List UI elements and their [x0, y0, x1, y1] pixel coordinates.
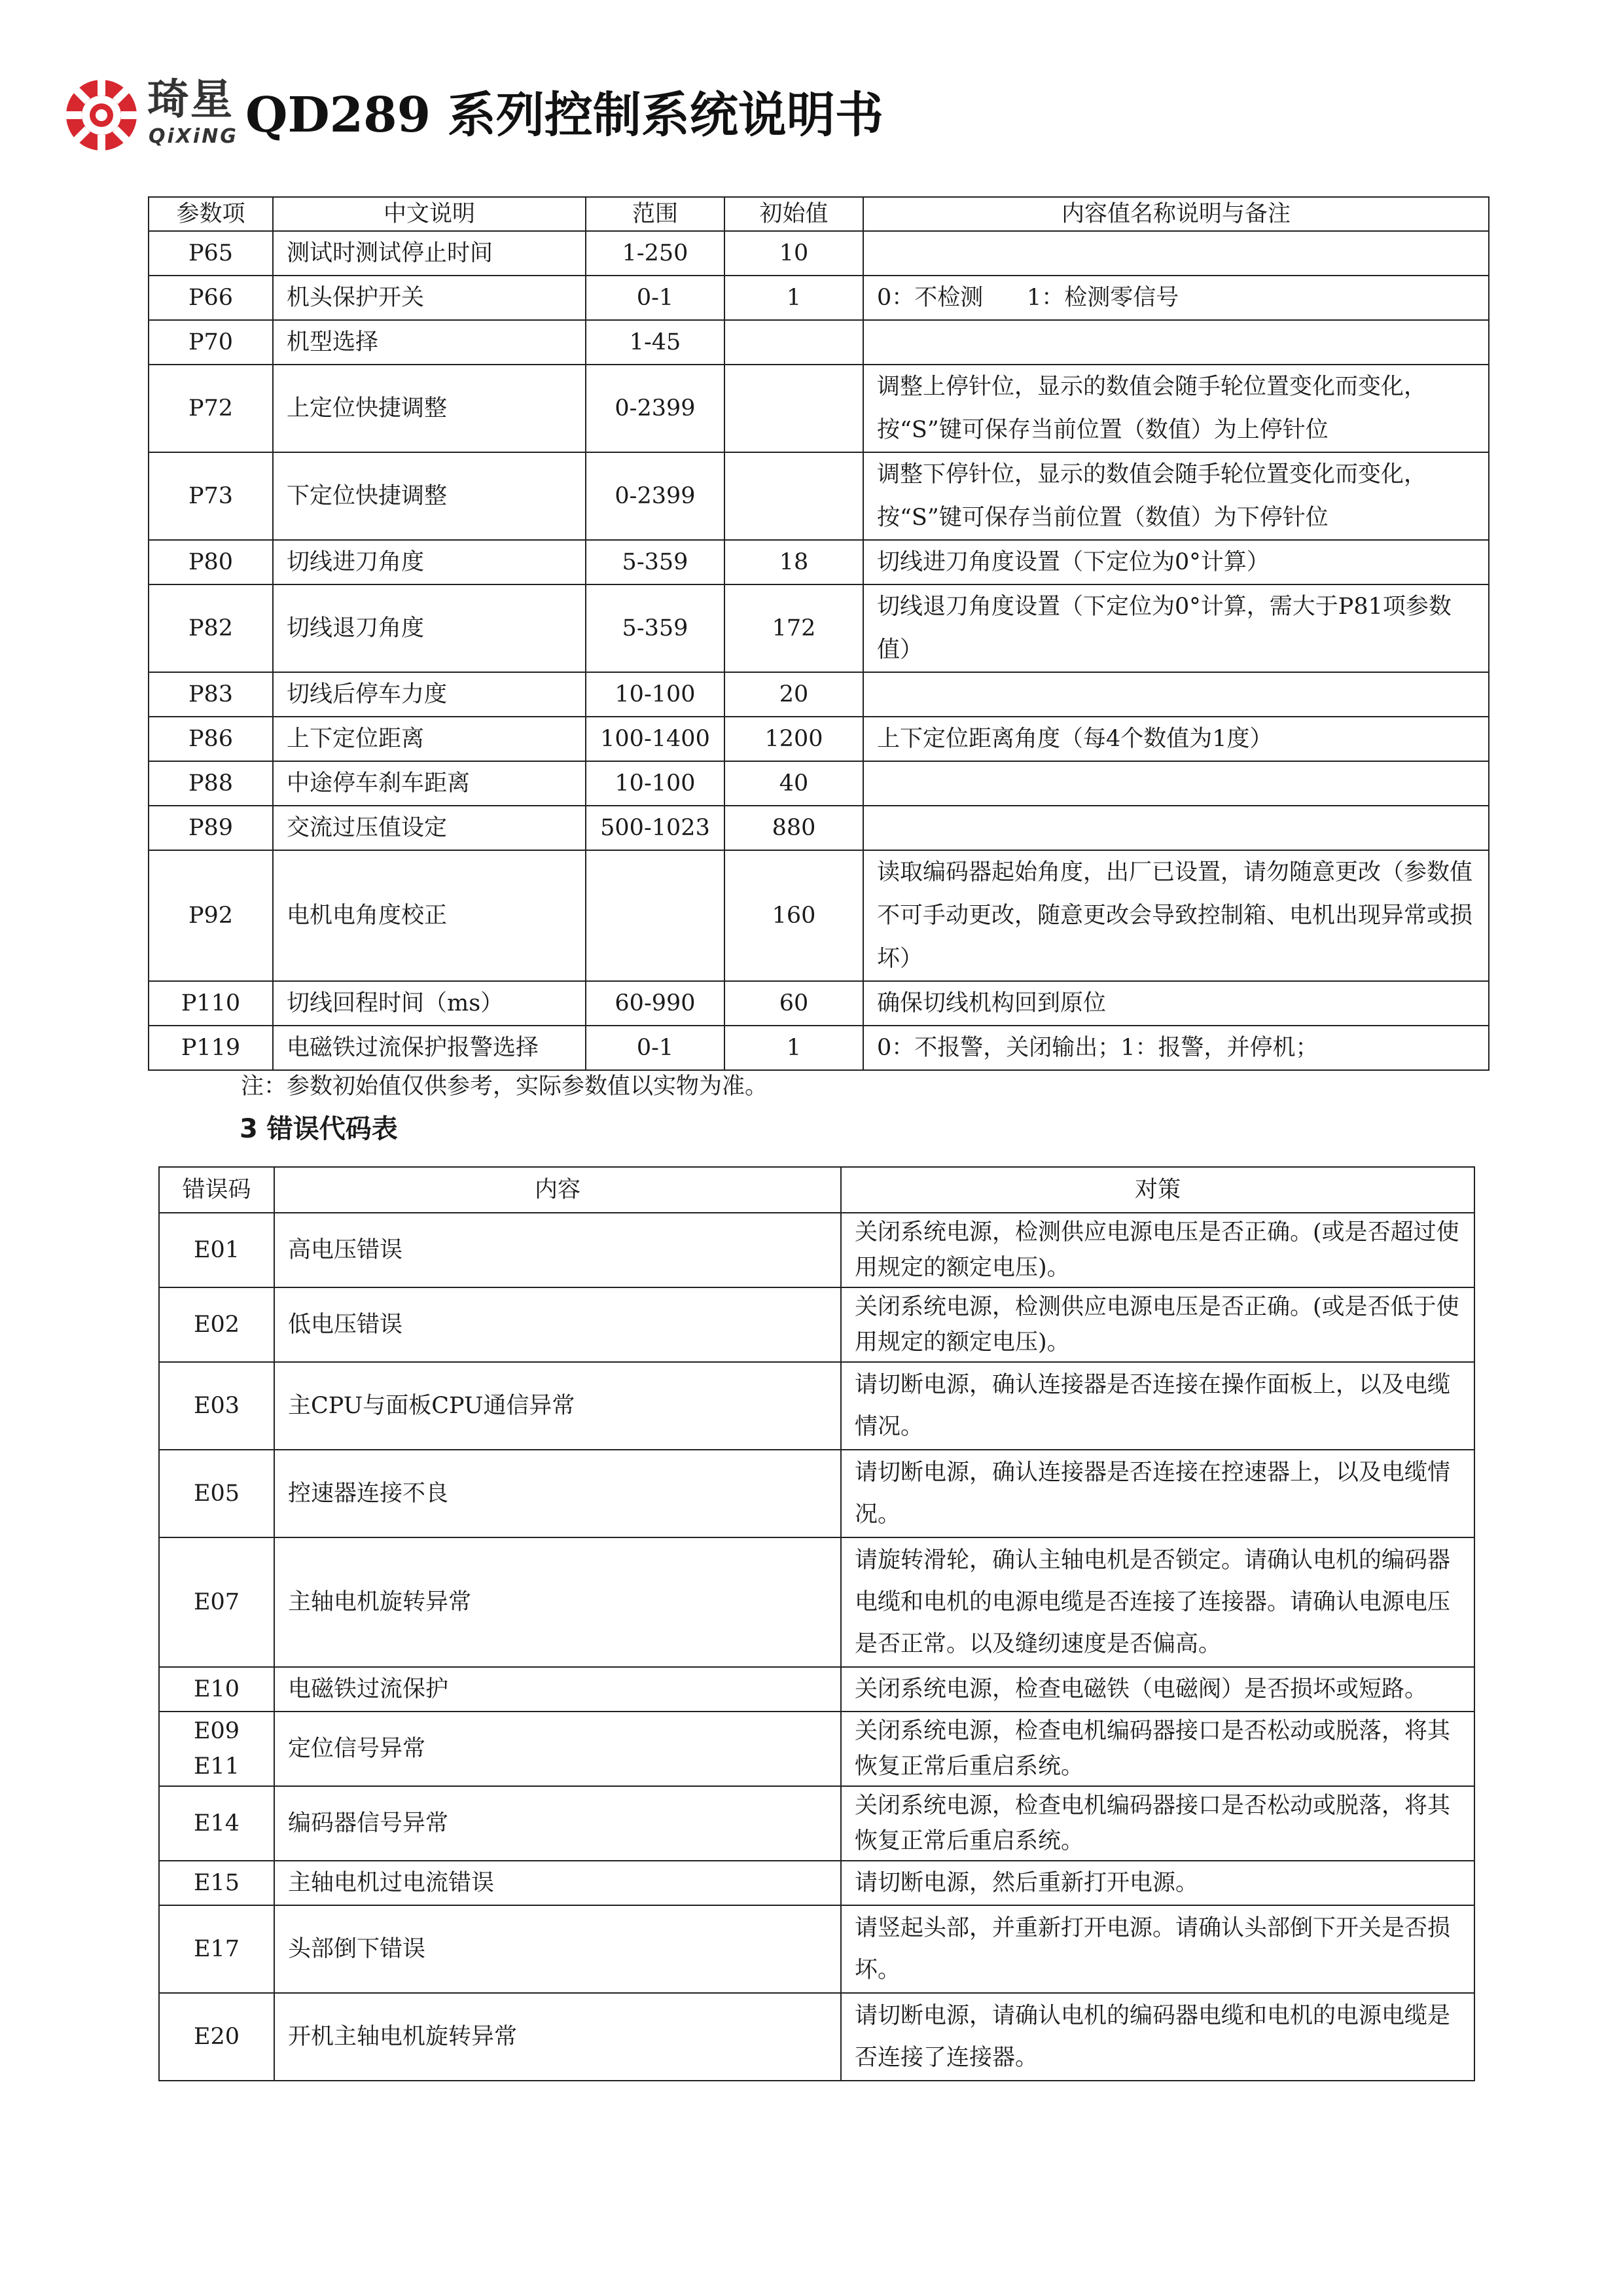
- param-item: P66: [149, 276, 273, 320]
- param-note: [863, 761, 1489, 806]
- header-desc: 中文说明: [273, 197, 586, 231]
- param-default: 1200: [724, 717, 863, 761]
- param-note: 上下定位距离角度（每4个数值为1度）: [863, 717, 1489, 761]
- error-content: 头部倒下错误: [274, 1905, 841, 1993]
- table-row: [149, 717, 1489, 761]
- error-content: 电磁铁过流保护: [274, 1667, 841, 1712]
- error-action: 请切断电源，然后重新打开电源。: [841, 1861, 1474, 1905]
- error-code: E05: [159, 1450, 274, 1537]
- error-code: E07: [159, 1537, 274, 1667]
- param-range: 60-990: [586, 981, 724, 1026]
- header-content: 内容: [274, 1167, 841, 1213]
- page-header: [62, 71, 1561, 156]
- table-row: [149, 981, 1489, 1026]
- table-row: [159, 1861, 1474, 1905]
- error-content: 主CPU与面板CPU通信异常: [274, 1362, 841, 1450]
- param-desc: 中途停车刹车距离: [273, 761, 586, 806]
- table-row: [149, 276, 1489, 320]
- document-title: QD289 系列控制系统说明书: [245, 87, 883, 143]
- error-action: 请旋转滑轮，确认主轴电机是否锁定。请确认电机的编码器电缆和电机的电源电缆是否连接了连接器。请确认电源电压是否正常。以及缝纫速度是否偏高。: [841, 1537, 1474, 1667]
- param-note: [863, 806, 1489, 850]
- error-action: 请切断电源，请确认电机的编码器电缆和电机的电源电缆是否连接了连接器。: [841, 1993, 1474, 2081]
- param-desc: 交流过压值设定: [273, 806, 586, 850]
- param-range: 1-250: [586, 231, 724, 276]
- param-item: P65: [149, 231, 273, 276]
- param-desc: 上定位快捷调整: [273, 365, 586, 452]
- error-code: E03: [159, 1362, 274, 1450]
- error-action: 请竖起头部，并重新打开电源。请确认头部倒下开关是否损坏。: [841, 1905, 1474, 1993]
- error-action: 关闭系统电源，检查电机编码器接口是否松动或脱落，将其恢复正常后重启系统。: [841, 1712, 1474, 1786]
- param-note: 切线退刀角度设置（下定位为0°计算，需大于P81项参数值）: [863, 584, 1489, 672]
- table-row: [149, 452, 1489, 540]
- param-desc: 切线回程时间（ms）: [273, 981, 586, 1026]
- parameter-table: [148, 196, 1489, 1071]
- header-code: 错误码: [159, 1167, 274, 1213]
- param-range: 10-100: [586, 761, 724, 806]
- error-content: 低电压错误: [274, 1287, 841, 1362]
- table-row: [159, 1993, 1474, 2081]
- header-action: 对策: [841, 1167, 1474, 1213]
- error-action: 关闭系统电源，检测供应电源电压是否正确。(或是否低于使用规定的额定电压)。: [841, 1287, 1474, 1362]
- param-item: P73: [149, 452, 273, 540]
- table-row: [149, 761, 1489, 806]
- table-row: [149, 806, 1489, 850]
- param-item: P89: [149, 806, 273, 850]
- param-note: 确保切线机构回到原位: [863, 981, 1489, 1026]
- param-range: 0-2399: [586, 452, 724, 540]
- param-item: P88: [149, 761, 273, 806]
- param-note: 读取编码器起始角度，出厂已设置，请勿随意更改（参数值不可手动更改，随意更改会导致控制箱、电机出现异常或损坏）: [863, 850, 1489, 981]
- param-item: P119: [149, 1026, 273, 1070]
- error-code: E20: [159, 1993, 274, 2081]
- table-row: [159, 1712, 1474, 1786]
- table-row: [149, 672, 1489, 717]
- param-range: 100-1400: [586, 717, 724, 761]
- brand-name-en: QiXiNG: [149, 125, 238, 148]
- param-note: 调整下停针位，显示的数值会随手轮位置变化而变化，按“S”键可保存当前位置（数值）为下停针位: [863, 452, 1489, 540]
- section-title: 3 错误代码表: [240, 1114, 398, 1144]
- param-item: P82: [149, 584, 273, 672]
- param-default: [724, 320, 863, 365]
- param-default: [724, 452, 863, 540]
- error-content: 控速器连接不良: [274, 1450, 841, 1537]
- error-code: E09 E11: [159, 1712, 274, 1786]
- param-item: P70: [149, 320, 273, 365]
- error-content: 主轴电机旋转异常: [274, 1537, 841, 1667]
- error-action: 关闭系统电源，检测供应电源电压是否正确。(或是否超过使用规定的额定电压)。: [841, 1213, 1474, 1287]
- table-row: [159, 1287, 1474, 1362]
- table-row: [149, 365, 1489, 452]
- param-range: 500-1023: [586, 806, 724, 850]
- param-desc: 测试时测试停止时间: [273, 231, 586, 276]
- table-footnote: 注：参数初始值仅供参考，实际参数值以实物为准。: [241, 1073, 768, 1100]
- param-range: 1-45: [586, 320, 724, 365]
- error-code: E02: [159, 1287, 274, 1362]
- param-range: [586, 850, 724, 981]
- table-row: [149, 540, 1489, 584]
- table-row: [159, 1362, 1474, 1450]
- param-item: P110: [149, 981, 273, 1026]
- param-item: P83: [149, 672, 273, 717]
- header-default: 初始值: [724, 197, 863, 231]
- table-row: [149, 320, 1489, 365]
- param-note: 0：不检测 1：检测零信号: [863, 276, 1489, 320]
- brand-name-cn: 琦星: [147, 76, 234, 124]
- param-default: 172: [724, 584, 863, 672]
- table-row: [159, 1786, 1474, 1861]
- error-code: E15: [159, 1861, 274, 1905]
- param-item: P80: [149, 540, 273, 584]
- table-row: [159, 1905, 1474, 1993]
- header-note: 内容值名称说明与备注: [863, 197, 1489, 231]
- param-note: [863, 320, 1489, 365]
- param-default: 1: [724, 1026, 863, 1070]
- param-desc: 机型选择: [273, 320, 586, 365]
- param-default: 18: [724, 540, 863, 584]
- table-row: [149, 231, 1489, 276]
- param-desc: 电机电角度校正: [273, 850, 586, 981]
- header-range: 范围: [586, 197, 724, 231]
- param-range: 0-1: [586, 1026, 724, 1070]
- param-item: P72: [149, 365, 273, 452]
- param-note: [863, 672, 1489, 717]
- param-default: [724, 365, 863, 452]
- param-range: 10-100: [586, 672, 724, 717]
- error-action: 关闭系统电源，检查电机编码器接口是否松动或脱落，将其恢复正常后重启系统。: [841, 1786, 1474, 1861]
- error-action: 请切断电源，确认连接器是否连接在控速器上，以及电缆情况。: [841, 1450, 1474, 1537]
- param-default: 880: [724, 806, 863, 850]
- error-action: 请切断电源，确认连接器是否连接在操作面板上，以及电缆情况。: [841, 1362, 1474, 1450]
- param-desc: 机头保护开关: [273, 276, 586, 320]
- table-row: [159, 1450, 1474, 1537]
- table-row: [159, 1213, 1474, 1287]
- qixing-logo-icon: [62, 76, 141, 154]
- error-action: 关闭系统电源，检查电磁铁（电磁阀）是否损坏或短路。: [841, 1667, 1474, 1712]
- error-content: 开机主轴电机旋转异常: [274, 1993, 841, 2081]
- parameter-table-header: [149, 197, 1489, 231]
- param-default: 10: [724, 231, 863, 276]
- param-default: 1: [724, 276, 863, 320]
- error-code-table: [158, 1166, 1475, 2081]
- param-range: 5-359: [586, 540, 724, 584]
- error-code: E10: [159, 1667, 274, 1712]
- table-row: [159, 1667, 1474, 1712]
- param-desc: 电磁铁过流保护报警选择: [273, 1026, 586, 1070]
- param-item: P92: [149, 850, 273, 981]
- error-code: E01: [159, 1213, 274, 1287]
- param-item: P86: [149, 717, 273, 761]
- param-range: 0-2399: [586, 365, 724, 452]
- table-row: [149, 1026, 1489, 1070]
- error-table-header: [159, 1167, 1474, 1213]
- error-content: 编码器信号异常: [274, 1786, 841, 1861]
- param-desc: 切线后停车力度: [273, 672, 586, 717]
- error-content: 高电压错误: [274, 1213, 841, 1287]
- error-content: 主轴电机过电流错误: [274, 1861, 841, 1905]
- param-range: 0-1: [586, 276, 724, 320]
- error-content: 定位信号异常: [274, 1712, 841, 1786]
- table-row: [149, 850, 1489, 981]
- header-item: 参数项: [149, 197, 273, 231]
- param-desc: 上下定位距离: [273, 717, 586, 761]
- param-default: 60: [724, 981, 863, 1026]
- table-row: [149, 584, 1489, 672]
- param-desc: 下定位快捷调整: [273, 452, 586, 540]
- table-row: [159, 1537, 1474, 1667]
- error-code: E17: [159, 1905, 274, 1993]
- param-note: [863, 231, 1489, 276]
- param-desc: 切线退刀角度: [273, 584, 586, 672]
- param-default: 160: [724, 850, 863, 981]
- param-range: 5-359: [586, 584, 724, 672]
- param-note: 切线进刀角度设置（下定位为0°计算）: [863, 540, 1489, 584]
- param-default: 20: [724, 672, 863, 717]
- param-note: 调整上停针位，显示的数值会随手轮位置变化而变化，按“S”键可保存当前位置（数值）为上停针位: [863, 365, 1489, 452]
- param-desc: 切线进刀角度: [273, 540, 586, 584]
- param-default: 40: [724, 761, 863, 806]
- param-note: 0：不报警，关闭输出；1：报警，并停机；: [863, 1026, 1489, 1070]
- error-code: E14: [159, 1786, 274, 1861]
